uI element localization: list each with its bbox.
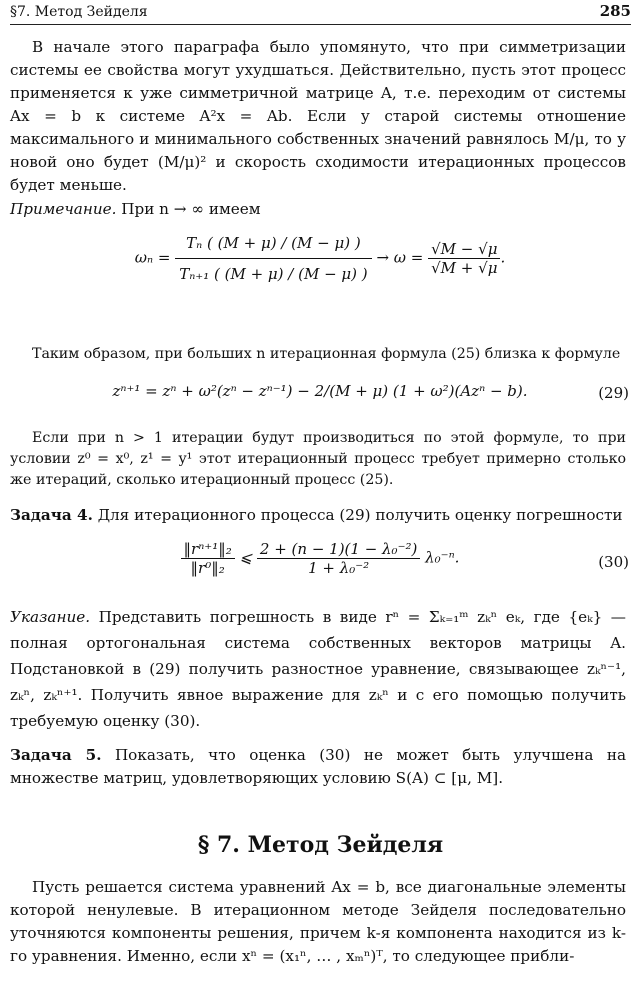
omega-arrow: → ω = (376, 248, 424, 267)
task-5-text: Показать, что оценка (30) не может быть улучшена на множестве матриц, удовлетворяющих условию S(A) ⊂ [μ, M]. (10, 746, 627, 787)
omega-lhs: ωₙ = (134, 248, 171, 267)
error-ratio-numerator: ‖rⁿ⁺¹‖₂ (181, 540, 235, 559)
omega-numerator: Tₙ ( (M + μ) / (M − μ) ) (175, 228, 371, 259)
running-header (10, 2, 631, 25)
error-ratio-denominator: ‖r⁰‖₂ (190, 559, 225, 577)
section-title: § 7. Метод Зейделя (197, 832, 444, 858)
note-line (10, 198, 626, 221)
task-5-label: Задача 5. (10, 746, 102, 764)
formula-29-number: (29) (598, 384, 629, 402)
omega-fraction (175, 228, 371, 289)
task-5 (10, 744, 626, 790)
error-ratio (181, 540, 235, 577)
omega-limit-denominator: √M + √μ (431, 259, 498, 277)
relation-sign: ⩽ (239, 548, 253, 567)
running-title: §7. Метод Зейделя (10, 4, 148, 20)
omega-limit-numerator: √M − √μ (428, 240, 500, 259)
omega-end: . (500, 248, 506, 267)
hint-paragraph (10, 604, 626, 734)
note-text: При n → ∞ имеем (121, 200, 261, 218)
formula-29 (10, 382, 630, 400)
formula-29-text: zⁿ⁺¹ = zⁿ + ω²(zⁿ − zⁿ⁻¹) − 2/(M + μ) (1 + ω²)(Azⁿ − b). (112, 382, 528, 400)
formula-omega (10, 228, 630, 289)
hint-label: Указание. (10, 608, 91, 626)
task-4 (10, 504, 626, 527)
formula-30-number: (30) (598, 553, 629, 571)
bound-denominator: 1 + λ₀⁻² (308, 559, 370, 577)
omega-limit-fraction (428, 240, 500, 277)
hint-text: Представить погрешность в виде rⁿ = Σₖ₌₁ᵐ zₖⁿ eₖ, где {eₖ} — полная ортогональная система собственных векторов матрицы A. Подстановкой в (29) получить разностное уравнение, связывающее zₖⁿ⁻¹, zₖⁿ, zₖⁿ⁺¹. Получить явное выражение для zₖⁿ и с его помощью получить требуемую оценку (30). (10, 608, 626, 730)
bound-fraction (257, 540, 420, 577)
formula-30 (10, 540, 630, 577)
paragraph-iteration-condition: Если при n > 1 итерации будут производиться по этой формуле, то при условии z⁰ = x⁰, z¹ = y¹ этот итерационный процесс требует примерно столько же итераций, сколько итерационный процесс (25). (10, 430, 626, 488)
bound-tail: λ₀⁻ⁿ. (425, 548, 460, 567)
bound-numerator: 2 + (n − 1)(1 − λ₀⁻²) (257, 540, 420, 559)
omega-denominator: Tₙ₊₁ ( (M + μ) / (M − μ) ) (179, 265, 368, 283)
paragraph-seidel-method: Пусть решается система уравнений Ax = b, все диагональные элементы которой ненулевые. В итерационном методе Зейделя последовательно уточняются компоненты решения, причем k-я компонента находится из k-го уравнения. Именно, если xⁿ = (x₁ⁿ, … , xₘⁿ)ᵀ, то следующее прибли- (10, 878, 626, 965)
page-number: 285 (599, 2, 631, 20)
task-4-text: Для итерационного процесса (29) получить оценку погрешности (97, 506, 623, 524)
task-4-label: Задача 4. (10, 506, 93, 524)
paragraph-symmetrization: В начале этого параграфа было упомянуто, что при симметризации системы ее свойства могут ухудшаться. Действительно, пусть этот процесс применяется к уже симметричной матрице A, т.е. переходим от системы Ax = b к системе A²x = Ab. Если у старой системы отношение максимального и минимального собственных значений равнялось M/μ, то у новой оно будет (M/μ)² и скорость сходимости итерационных процессов будет меньше. (10, 38, 626, 194)
note-label: Примечание. (10, 200, 117, 218)
paragraph-large-n: Таким образом, при больших n итерационная формула (25) близка к формуле (32, 346, 621, 362)
